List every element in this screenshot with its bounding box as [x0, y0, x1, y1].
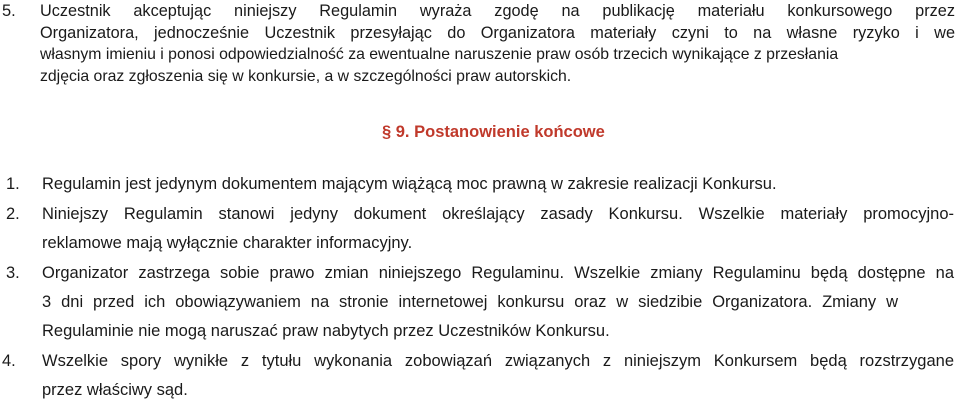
item-number: 4.: [2, 352, 16, 370]
item-text-line: przez właściwy sąd.: [42, 381, 188, 399]
section5-number: 5.: [2, 2, 16, 20]
item-number: 2.: [6, 205, 20, 223]
item-text-line: Niniejszy Regulamin stanowi jedyny dokument określający zasady Konkursu. Wszelkie materiały promocyjno-: [42, 205, 954, 223]
section5-text-line: własnym imieniu i ponosi odpowiedzialność za ewentualne naruszenie praw osób trzecich wynikające z przesłania: [40, 46, 839, 63]
item-text-line: Regulamin jest jedynym dokumentem mającym wiążącą moc prawną w zakresie realizacji Konkursu.: [42, 175, 777, 193]
section5-text-line: zdjęcia oraz zgłoszenia się w konkursie, a w szczególności praw autorskich.: [40, 68, 572, 85]
section5-text-line: Organizatora, jednocześnie Uczestnik przesyłając do Organizatora materiały czyni to na własne ryzyko i we: [40, 24, 955, 42]
item-text-line: reklamowe mają wyłącznie charakter informacyjny.: [42, 234, 413, 252]
item-text-line: Wszelkie spory wynikłe z tytułu wykonania zobowiązań związanych z niniejszym Konkursem będą rozstrzygane: [42, 352, 954, 370]
item-number: 3.: [6, 264, 20, 282]
item-text-line: 3 dni przed ich obowiązywaniem na stronie internetowej konkursu oraz w siedzibie Organizatora. Zmiany w: [42, 293, 898, 311]
item-text-line: Regulaminie nie mogą naruszać praw nabytych przez Uczestników Konkursu.: [42, 322, 610, 340]
section-heading: § 9. Postanowienie końcowe: [382, 123, 605, 141]
item-number: 1.: [6, 175, 20, 193]
item-text-line: Organizator zastrzega sobie prawo zmian niniejszego Regulaminu. Wszelkie zmiany Regulaminu będą dostępne na: [42, 264, 954, 282]
section5-text-line: Uczestnik akceptując niniejszy Regulamin wyraża zgodę na publikację materiału konkursowego przez: [40, 2, 955, 20]
